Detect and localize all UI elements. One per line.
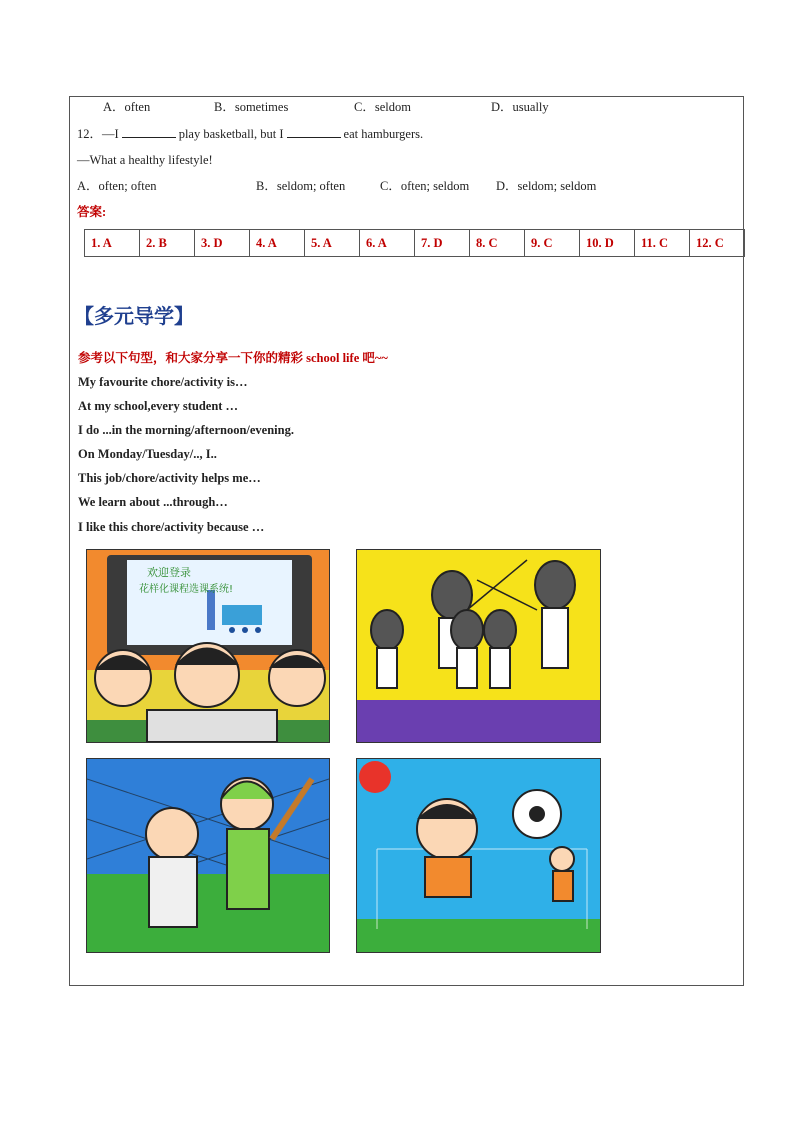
q12-option-c xyxy=(380,178,469,194)
computer-class-illustration xyxy=(86,549,330,743)
q12-option-a xyxy=(77,178,157,194)
sentence-pattern: This job/chore/activity helps me… xyxy=(78,471,261,485)
option-letter: B． xyxy=(214,100,235,114)
option-text: often; often xyxy=(98,179,157,193)
option-text: usually xyxy=(512,100,549,114)
table-row xyxy=(85,230,745,257)
sentence-pattern: I like this chore/activity because … xyxy=(78,520,265,534)
answer-cell: 7. D xyxy=(415,230,470,257)
option-text: seldom xyxy=(374,100,411,114)
option-letter: A． xyxy=(77,179,99,193)
answer-cell: 1. A xyxy=(85,230,140,257)
screen-system-text: 花样化课程选课系统! xyxy=(139,584,234,595)
sentence-pattern: My favourite chore/activity is… xyxy=(78,375,248,389)
answer-cell: 2. B xyxy=(140,230,195,257)
answer-cell: 8. C xyxy=(470,230,525,257)
answer-cell: 6. A xyxy=(360,230,415,257)
option-letter: B． xyxy=(256,179,277,193)
option-text: seldom; seldom xyxy=(517,179,597,193)
option-letter: A． xyxy=(103,100,125,114)
question-number: 12． xyxy=(77,127,103,141)
stem-part: eat hamburgers. xyxy=(343,127,424,141)
answer-cell: 5. A xyxy=(305,230,360,257)
option-text: often xyxy=(124,100,151,114)
intro-text: 参考以下句型，和大家分享一下你的精彩 school life 吧~~ xyxy=(78,351,388,365)
option-text: often; seldom xyxy=(400,179,470,193)
answer-cell: 4. A xyxy=(250,230,305,257)
q11-option-a xyxy=(103,99,150,115)
option-text: seldom; often xyxy=(276,179,346,193)
option-letter: C． xyxy=(354,100,375,114)
option-letter: D． xyxy=(496,179,518,193)
q12-option-b xyxy=(256,178,345,194)
answer-cell: 9. C xyxy=(525,230,580,257)
q12-reply: —What a healthy lifestyle! xyxy=(77,153,213,167)
answer-cell: 12. C xyxy=(690,230,745,257)
fencing-illustration xyxy=(356,549,601,743)
answer-blank xyxy=(287,126,341,138)
sentence-pattern: On Monday/Tuesday/.., I.. xyxy=(78,447,217,461)
stem-part: play basketball, but I xyxy=(178,127,284,141)
soccer-illustration xyxy=(356,758,601,953)
answer-label: 答案: xyxy=(77,205,107,219)
sentence-pattern: We learn about ...through… xyxy=(78,495,228,509)
answer-table xyxy=(84,229,745,257)
screen-welcome-text: 欢迎登录 xyxy=(147,566,191,579)
q12-option-d xyxy=(496,178,596,194)
q11-option-b xyxy=(214,99,288,115)
answer-cell: 3. D xyxy=(195,230,250,257)
q11-option-c xyxy=(354,99,411,115)
answer-cell: 10. D xyxy=(580,230,635,257)
baseball-illustration xyxy=(86,758,330,953)
stem-part: —I xyxy=(102,127,119,141)
option-letter: C． xyxy=(380,179,401,193)
option-text: sometimes xyxy=(234,100,289,114)
option-letter: D． xyxy=(491,100,513,114)
sentence-pattern: I do ...in the morning/afternoon/evening. xyxy=(78,423,294,437)
q11-option-d xyxy=(491,99,549,115)
section-title: 【多元导学】 xyxy=(74,304,194,328)
q12-stem xyxy=(77,126,423,142)
sentence-pattern: At my school,every student … xyxy=(78,399,239,413)
answer-cell: 11. C xyxy=(635,230,690,257)
answer-blank xyxy=(122,126,176,138)
